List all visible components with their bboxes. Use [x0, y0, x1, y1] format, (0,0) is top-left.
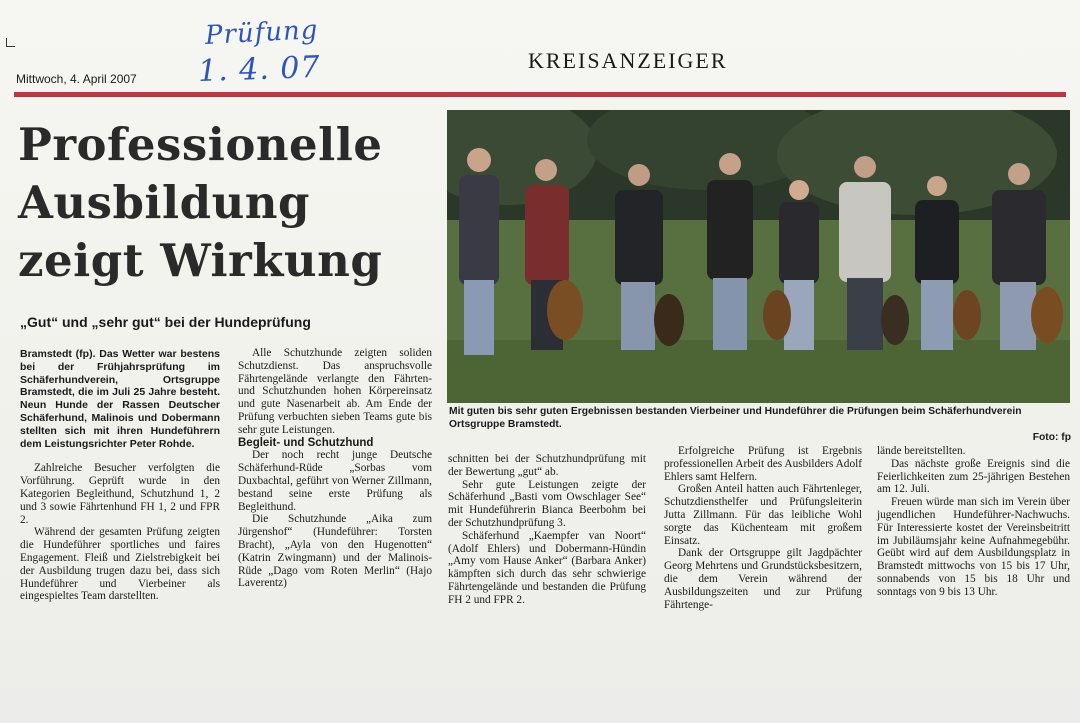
- paragraph: schnitten bei der Schutzhundprüfung mit der Bewertung „gut“ ab.: [448, 453, 646, 478]
- paragraph: Sehr gute Leistungen zeigte der Schäferhund „Basti vom Owschlager See“ mit Hundeführerin Bianca Beerbohm bei der Schutzhundprüfung 3.: [448, 478, 646, 529]
- paragraph: Die Schutzhunde „Aika zum Jürgenshof“ (Hundeführer: Torsten Bracht), „Ayla von den Hugenotten“ (Katrin Zwingmann) und der Malinois-Rüde „Dago vom Roten Merlin“ (Hajo Laverentz): [238, 513, 432, 590]
- paragraph: lände bereitstellten.: [877, 445, 966, 457]
- paragraph: Erfolgreiche Prüfung ist Ergebnis professionellen Arbeit des Ausbilders Adolf Ehlers samt Helfern.: [664, 445, 862, 483]
- article-column-4: [664, 445, 862, 611]
- article-lead: Bramstedt (fp). Das Wetter war bestens bei der Frühjahrsprüfung im Schäferhundverein, Ortsgruppe Bramstedt, die im Juli 25 Jahre besteht. Neun Hunde der Rassen Deutscher Schäferhund, Malinois und Dobermann stellten sich mit ihren Hundeführern dem Leistungsrichter Peter Rohde.: [20, 348, 220, 450]
- article-column-1: [20, 348, 220, 603]
- issue-date: Mittwoch, 4. April 2007: [16, 72, 137, 86]
- header-rule: [14, 92, 1066, 97]
- article-column-5: [877, 445, 1070, 599]
- group-photo: [447, 110, 1070, 403]
- paragraph: Der noch recht junge Deutsche Schäferhund-Rüde „Sorbas vom Duxbachtal, geführt von Werner Zillmann, bestand seine erste Prüfung als Begleithund.: [238, 449, 432, 513]
- paragraph: Dank der Ortsgruppe gilt Jagdpächter Georg Mehrtens und Grundstücksbesitzern, die dem Verein während der Ausbildungszeiten und zur Prüfung Fährtenge-: [664, 547, 862, 611]
- paragraph: Das nächste große Ereignis sind die Feierlichkeiten zum 25-jährigen Bestehen am 12. Juli.: [877, 457, 1070, 496]
- paragraph: Freuen würde man sich im Verein über jugendlichen Hundeführer-Nachwuchs. Für Interessierte kostet der Vereinsbeitritt im Jubiläumsjahr keine Aufnahmegebühr. Geübt wird auf dem Ausbildungsplatz in Bramstedt mittwochs von 15 bis 17 Uhr, sonnabends von 15 bis 18 Uhr und sonntags von 9 bis 13 Uhr.: [877, 496, 1070, 598]
- paragraph: Alle Schutzhunde zeigten soliden Schutzdienst. Das anspruchsvolle Fährtengelände verlangte den Fährten- und Schutzhunden hohen Körpereinsatz und gute Nasenarbeit ab. Am Ende der Prüfung verbuchten sieben Teams gute bis sehr gute Leistungen.: [238, 347, 432, 436]
- article-subheadline: „Gut“ und „sehr gut“ bei der Hundeprüfung: [20, 314, 311, 330]
- article-headline: Professionelle Ausbildung zeigt Wirkung: [18, 118, 383, 287]
- handwritten-date: 1. 4. 07: [197, 49, 322, 90]
- paragraph: Während der gesamten Prüfung zeigten die Hundeführer sportliches und faires Engagement. Fleiß und Zielstrebigkeit bei der Ausbildung trugen dazu bei, dass sich Hundeführer und Vierbeiner als eingespieltes Team darstellten.: [20, 526, 220, 603]
- handwritten-note: Prüfung: [204, 15, 320, 51]
- paragraph: Schäferhund „Kaempfer van Noort“ (Adolf Ehlers) und Dobermann-Hündin „Amy vom Hause Anker“ (Barbara Anker) kämpften sich durch das sehr schwierige Fährtengelände und bestanden die Prüfung FH 2 und FPR 2.: [448, 529, 646, 606]
- newspaper-name: KREISANZEIGER: [528, 48, 728, 73]
- photo-caption: [449, 405, 1071, 444]
- crop-mark: [6, 38, 15, 47]
- photo-credit: Foto: fp: [1032, 432, 1071, 443]
- article-column-3: [448, 453, 646, 607]
- article-column-2: [238, 347, 432, 590]
- section-subhead: Begleit- und Schutzhund: [238, 436, 374, 449]
- paragraph: Zahlreiche Besucher verfolgten die Vorführung. Geprüft wurde in den Kategorien Begleithund, Schutzhund 1, 2 und 3 sowie Fährtenhund FH 1, 2 und FPR 2.: [20, 462, 220, 526]
- paragraph: Großen Anteil hatten auch Fährtenleger, Schutzdiensthelfer und Prüfungsleiterin Jutta Zillmann. Für das leibliche Wohl sorgte das Küchenteam mit großem Einsatz.: [664, 483, 862, 547]
- caption-text: Mit guten bis sehr guten Ergebnissen bestanden Vierbeiner und Hundeführer die Prüfungen beim Schäferhundverein Ortsgruppe Bramstedt.: [449, 406, 1022, 430]
